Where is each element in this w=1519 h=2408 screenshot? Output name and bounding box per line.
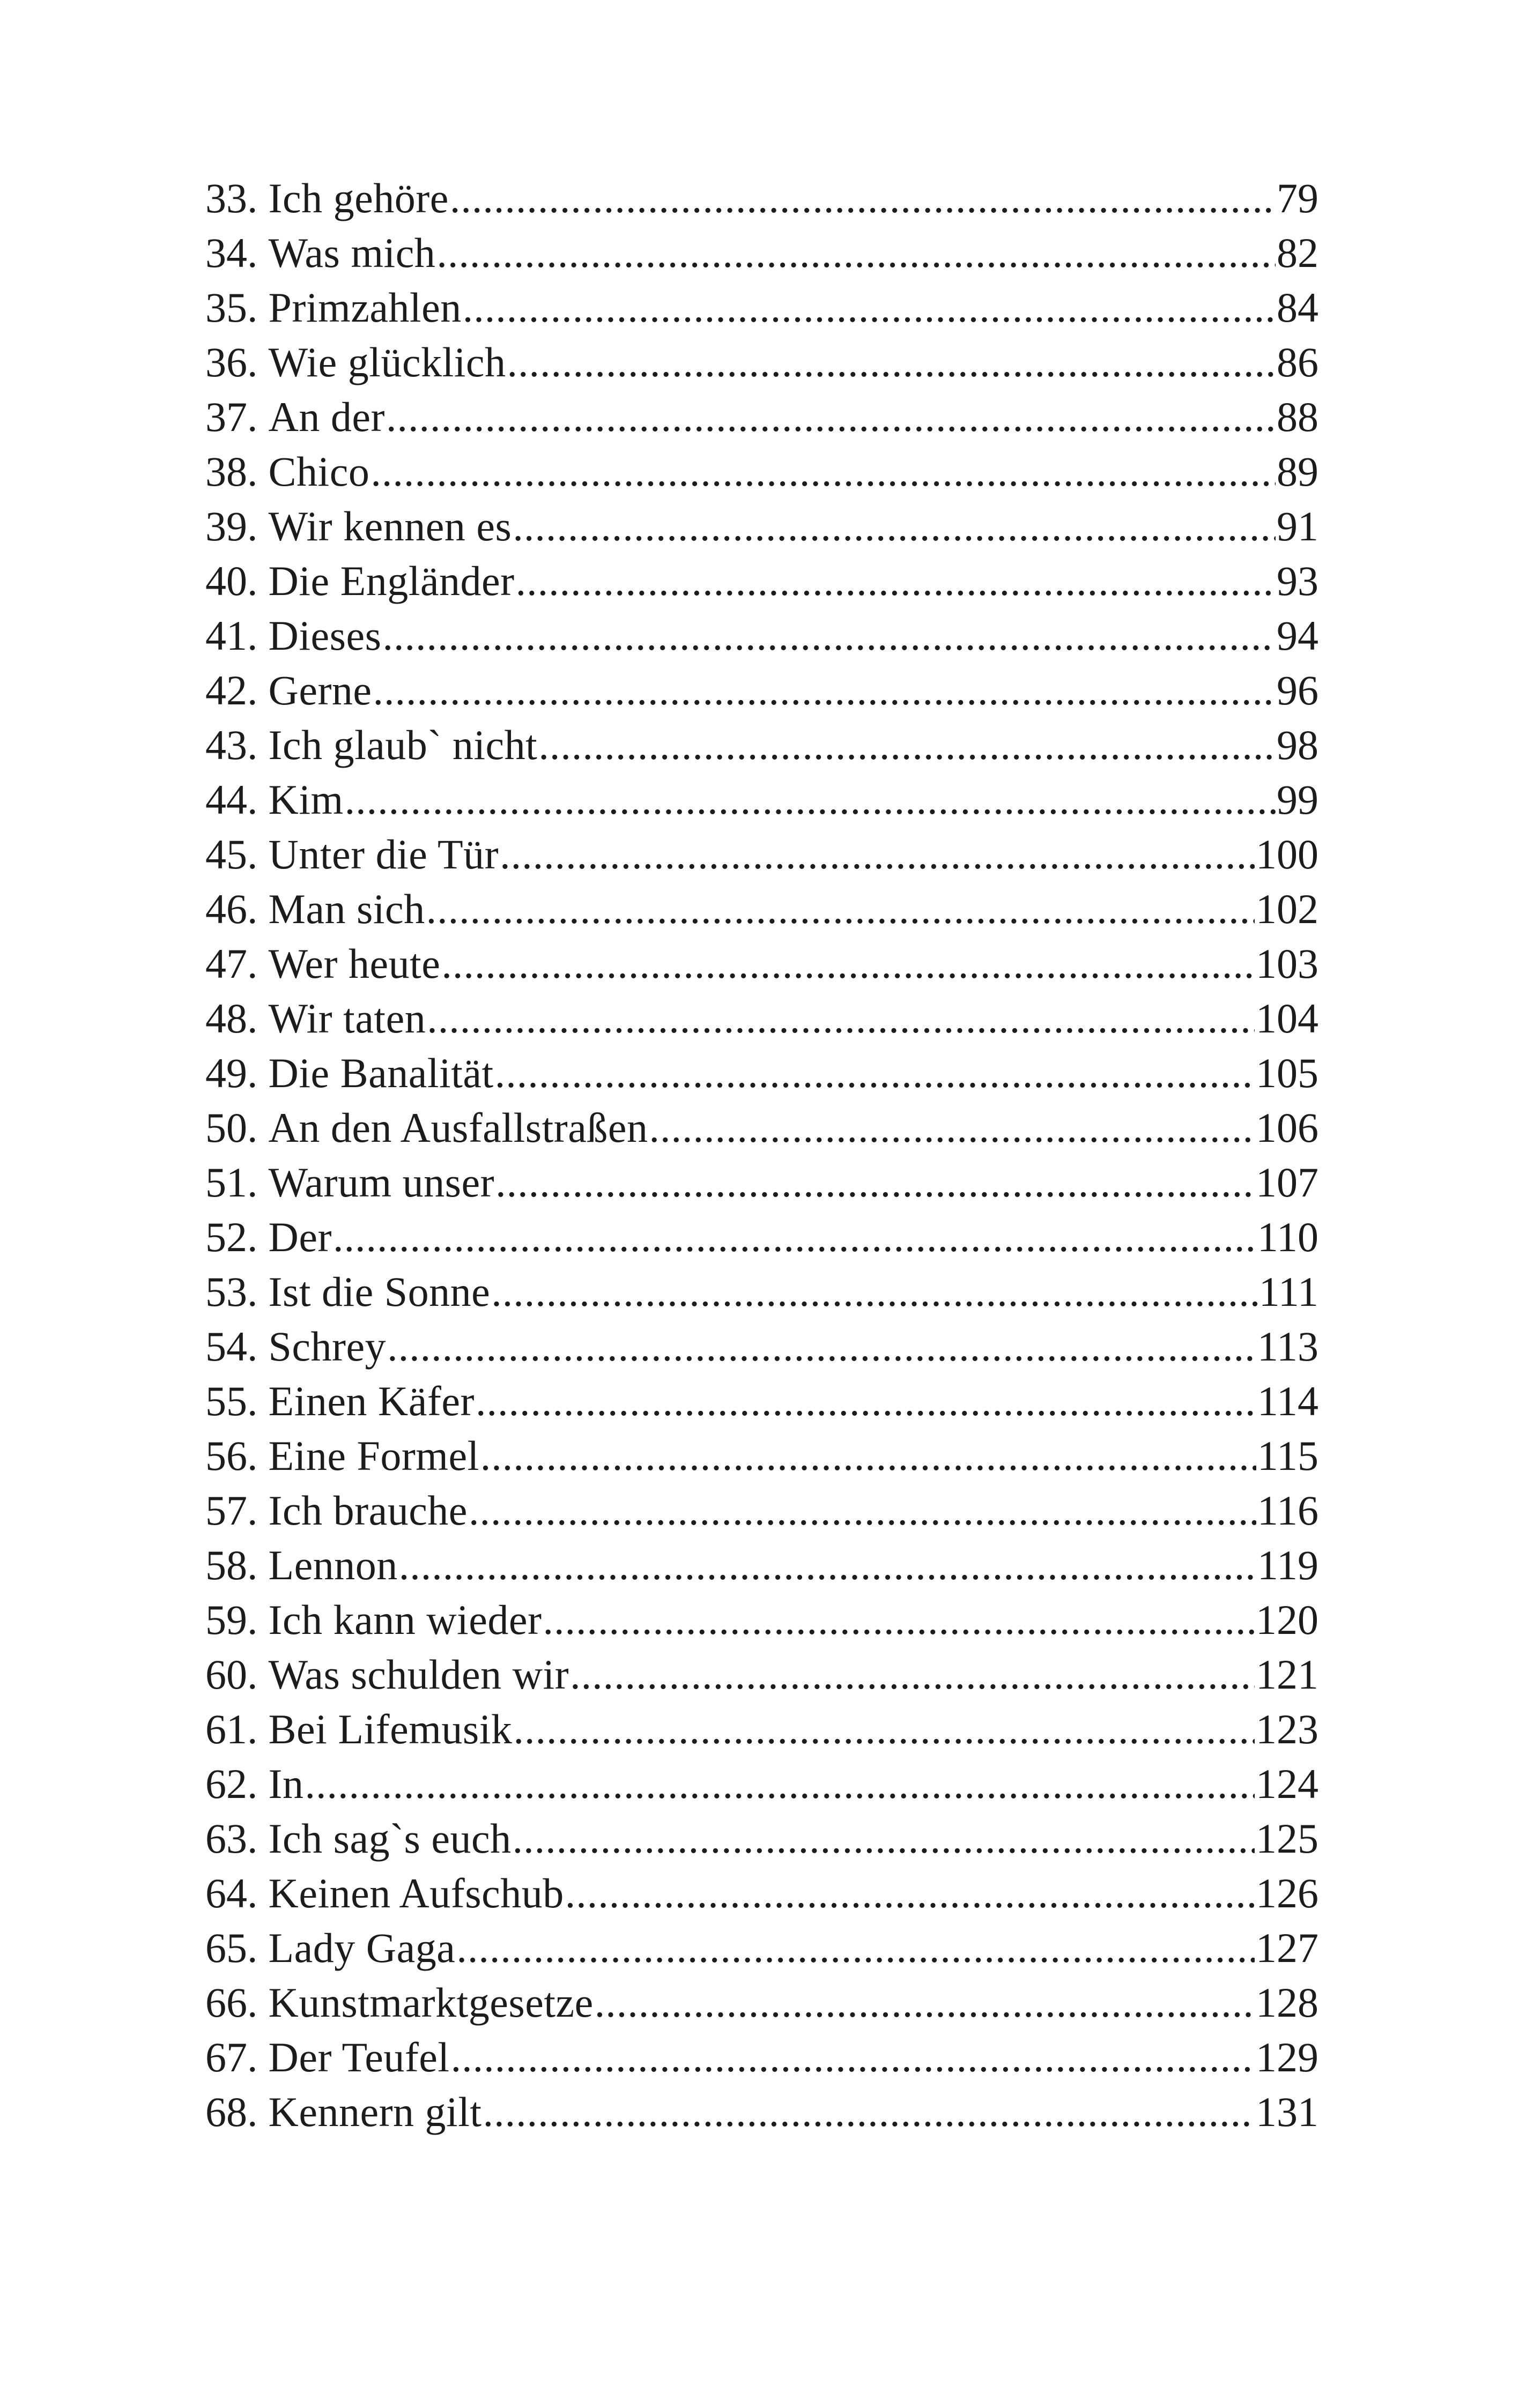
dot-leader (399, 1538, 1256, 1593)
entry-page-number: 82 (1277, 229, 1318, 276)
entry-number: 68. (205, 2089, 258, 2135)
entry-page-number: 79 (1277, 175, 1318, 221)
toc-entry (205, 1319, 1318, 1374)
entry-page-number: 106 (1256, 1104, 1318, 1151)
entry-page-number: 127 (1256, 1924, 1318, 1971)
entry-title: Warum unser (268, 1159, 495, 1206)
entry-title: Chico (268, 448, 370, 495)
entry-title: Ich brauche (268, 1487, 468, 1534)
dot-leader (469, 1483, 1256, 1538)
entry-page-number: 128 (1256, 1979, 1318, 2026)
entry-title: Kunstmarktgesetze (268, 1979, 594, 2026)
entry-title: Lennon (268, 1542, 398, 1588)
toc-entry (205, 1866, 1318, 1921)
entry-number: 44. (205, 776, 258, 823)
entry-number: 39. (205, 503, 258, 549)
entry-number: 50. (205, 1104, 258, 1151)
entry-number: 62. (205, 1760, 258, 1807)
dot-leader (373, 663, 1276, 718)
entry-number: 37. (205, 393, 258, 440)
dot-leader (507, 335, 1276, 390)
toc-entry (205, 226, 1318, 280)
dot-leader (500, 827, 1255, 882)
dot-leader (538, 718, 1276, 772)
entry-number: 57. (205, 1487, 258, 1534)
entry-title: Bei Lifemusik (268, 1706, 513, 1752)
toc-entry (205, 1921, 1318, 1975)
toc-entry (205, 1210, 1318, 1265)
entry-page-number: 107 (1256, 1159, 1318, 1206)
dot-leader (513, 1702, 1255, 1757)
entry-title: Primzahlen (268, 284, 462, 331)
entry-number: 51. (205, 1159, 258, 1206)
entry-number: 52. (205, 1214, 258, 1260)
entry-title: Wir taten (268, 995, 426, 1042)
dot-leader (382, 608, 1276, 663)
toc-entry (205, 171, 1318, 226)
entry-number: 48. (205, 995, 258, 1042)
entry-number: 42. (205, 667, 258, 714)
entry-title: Ich kann wieder (268, 1596, 542, 1643)
entry-title: Kennern gilt (268, 2089, 482, 2135)
toc-entry (205, 390, 1318, 444)
entry-number: 38. (205, 448, 258, 495)
entry-number: 43. (205, 722, 258, 768)
dot-leader (456, 1921, 1255, 1975)
entry-title: Unter die Tür (268, 831, 499, 878)
entry-number: 66. (205, 1979, 258, 2026)
entry-page-number: 96 (1277, 667, 1318, 714)
entry-page-number: 131 (1256, 2089, 1318, 2135)
entry-page-number: 114 (1257, 1378, 1318, 1424)
entry-page-number: 102 (1256, 886, 1318, 932)
entry-number: 40. (205, 558, 258, 604)
dot-leader (426, 882, 1255, 937)
toc-entry (205, 1975, 1318, 2030)
entry-number: 59. (205, 1596, 258, 1643)
toc-entry (205, 1647, 1318, 1702)
dot-leader (463, 280, 1276, 335)
toc-entry (205, 991, 1318, 1046)
dot-leader (476, 1374, 1256, 1429)
entry-title: Was schulden wir (268, 1651, 569, 1698)
entry-number: 46. (205, 886, 258, 932)
toc-entry (205, 827, 1318, 882)
entry-page-number: 126 (1256, 1870, 1318, 1916)
toc-entry (205, 608, 1318, 663)
dot-leader (649, 1101, 1255, 1155)
dot-leader (387, 1319, 1256, 1374)
entry-title: Eine Formel (268, 1432, 479, 1479)
entry-number: 60. (205, 1651, 258, 1698)
entry-page-number: 115 (1257, 1432, 1318, 1479)
entry-page-number: 103 (1256, 940, 1318, 987)
dot-leader (543, 1593, 1255, 1647)
entry-title: An den Ausfallstraßen (268, 1104, 648, 1151)
entry-page-number: 116 (1257, 1487, 1318, 1534)
toc-entry (205, 1101, 1318, 1155)
toc-entry (205, 1155, 1318, 1210)
toc-entry (205, 2030, 1318, 2085)
dot-leader (451, 2030, 1255, 2085)
entry-page-number: 100 (1256, 831, 1318, 878)
entry-number: 41. (205, 612, 258, 659)
entry-page-number: 119 (1257, 1542, 1318, 1588)
dot-leader (333, 1210, 1256, 1265)
entry-page-number: 124 (1256, 1760, 1318, 1807)
entry-page-number: 120 (1256, 1596, 1318, 1643)
entry-title: Wer heute (268, 940, 441, 987)
toc-entry (205, 1702, 1318, 1757)
entry-title: Dieses (268, 612, 382, 659)
entry-number: 36. (205, 339, 258, 385)
entry-title: Die Banalität (268, 1050, 494, 1096)
toc-entry (205, 554, 1318, 608)
entry-title: Man sich (268, 886, 425, 932)
toc-entry (205, 937, 1318, 991)
entry-number: 53. (205, 1268, 258, 1315)
entry-number: 61. (205, 1706, 258, 1752)
toc-entry (205, 1593, 1318, 1647)
toc-entry (205, 1429, 1318, 1483)
entry-title: Der (268, 1214, 332, 1260)
entry-page-number: 121 (1256, 1651, 1318, 1698)
entry-title: Ich sag`s euch (268, 1815, 512, 1862)
toc-entry (205, 1046, 1318, 1101)
dot-leader (570, 1647, 1255, 1702)
entry-page-number: 84 (1277, 284, 1318, 331)
toc-entry (205, 1538, 1318, 1593)
toc-entry (205, 444, 1318, 499)
entry-title: In (268, 1760, 304, 1807)
toc-entry (205, 2085, 1318, 2139)
entry-page-number: 89 (1277, 448, 1318, 495)
toc-entry (205, 1811, 1318, 1866)
dot-leader (450, 171, 1276, 226)
entry-number: 47. (205, 940, 258, 987)
entry-number: 33. (205, 175, 258, 221)
toc-entry (205, 1265, 1318, 1319)
dot-leader (480, 1429, 1256, 1483)
entry-number: 35. (205, 284, 258, 331)
toc-entry (205, 499, 1318, 554)
toc-entry (205, 718, 1318, 772)
toc-entry (205, 1374, 1318, 1429)
entry-title: Schrey (268, 1323, 387, 1370)
dot-leader (516, 554, 1276, 608)
table-of-contents (205, 171, 1318, 2139)
toc-entry (205, 335, 1318, 390)
toc-entry (205, 1483, 1318, 1538)
entry-number: 58. (205, 1542, 258, 1588)
entry-number: 64. (205, 1870, 258, 1916)
entry-page-number: 113 (1257, 1323, 1318, 1370)
entry-page-number: 104 (1256, 995, 1318, 1042)
entry-title: Einen Käfer (268, 1378, 475, 1424)
entry-page-number: 123 (1256, 1706, 1318, 1752)
entry-page-number: 105 (1256, 1050, 1318, 1096)
dot-leader (436, 226, 1276, 280)
dot-leader (305, 1757, 1255, 1811)
entry-title: Kim (268, 776, 344, 823)
entry-title: Der Teufel (268, 2034, 450, 2080)
toc-entry (205, 280, 1318, 335)
entry-title: Keinen Aufschub (268, 1870, 564, 1916)
dot-leader (513, 1811, 1255, 1866)
entry-number: 67. (205, 2034, 258, 2080)
entry-number: 49. (205, 1050, 258, 1096)
entry-page-number: 98 (1277, 722, 1318, 768)
entry-page-number: 125 (1256, 1815, 1318, 1862)
entry-page-number: 86 (1277, 339, 1318, 385)
entry-title: Lady Gaga (268, 1924, 456, 1971)
dot-leader (345, 772, 1276, 827)
entry-title: Wie glücklich (268, 339, 506, 385)
entry-page-number: 94 (1277, 612, 1318, 659)
entry-page-number: 91 (1277, 503, 1318, 549)
entry-page-number: 99 (1277, 776, 1318, 823)
toc-entry (205, 882, 1318, 937)
dot-leader (483, 2085, 1255, 2139)
entry-number: 56. (205, 1432, 258, 1479)
entry-title: Ich glaub` nicht (268, 722, 538, 768)
entry-title: Wir kennen es (268, 503, 512, 549)
dot-leader (386, 390, 1276, 444)
dot-leader (495, 1046, 1255, 1101)
entry-number: 63. (205, 1815, 258, 1862)
entry-page-number: 129 (1256, 2034, 1318, 2080)
dot-leader (495, 1155, 1255, 1210)
entry-page-number: 111 (1258, 1268, 1318, 1315)
dot-leader (513, 499, 1276, 554)
dot-leader (441, 937, 1255, 991)
dot-leader (595, 1975, 1255, 2030)
entry-number: 45. (205, 831, 258, 878)
toc-entry (205, 772, 1318, 827)
dot-leader (491, 1265, 1257, 1319)
entry-page-number: 110 (1257, 1214, 1318, 1260)
dot-leader (427, 991, 1255, 1046)
dot-leader (565, 1866, 1255, 1921)
toc-entry (205, 663, 1318, 718)
entry-number: 65. (205, 1924, 258, 1971)
entry-title: Die Engländer (268, 558, 515, 604)
entry-title: Ich gehöre (268, 175, 449, 221)
entry-page-number: 93 (1277, 558, 1318, 604)
entry-number: 55. (205, 1378, 258, 1424)
entry-title: An der (268, 393, 385, 440)
entry-page-number: 88 (1277, 393, 1318, 440)
toc-entry (205, 1757, 1318, 1811)
entry-title: Ist die Sonne (268, 1268, 491, 1315)
entry-title: Gerne (268, 667, 372, 714)
dot-leader (371, 444, 1276, 499)
entry-title: Was mich (268, 229, 436, 276)
entry-number: 34. (205, 229, 258, 276)
entry-number: 54. (205, 1323, 258, 1370)
